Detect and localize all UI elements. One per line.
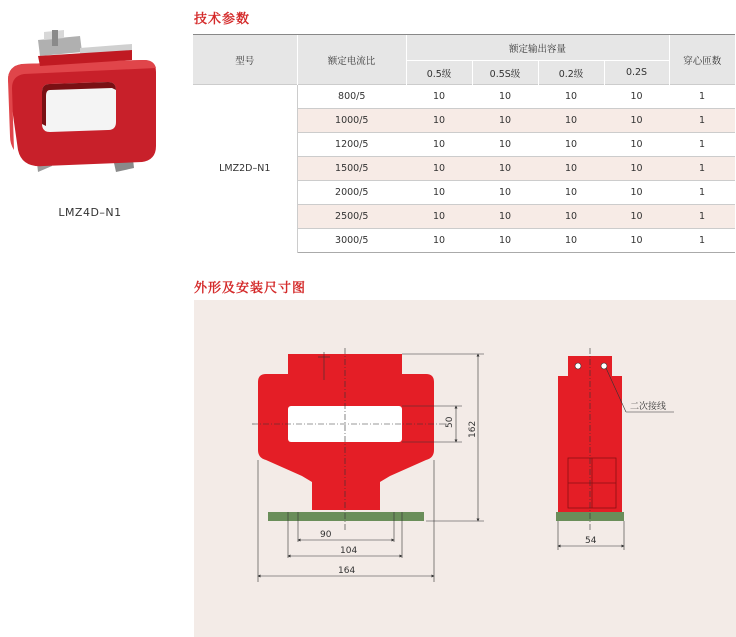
dim-label-162: 162 <box>468 420 478 438</box>
table-row <box>193 85 735 109</box>
dimension-drawing-panel <box>194 300 736 637</box>
value-cell: 10 <box>406 85 472 109</box>
side-view <box>556 348 674 550</box>
dim-label-164: 164 <box>338 566 356 576</box>
secondary-wiring-label: 二次接线 <box>630 402 667 412</box>
turns-cell: 1 <box>669 157 735 181</box>
turns-cell: 1 <box>669 85 735 109</box>
value-cell: 10 <box>538 157 604 181</box>
product-caption: LMZ4D–N1 <box>58 206 122 219</box>
value-cell: 10 <box>406 229 472 253</box>
ratio-cell: 2000/5 <box>297 181 406 205</box>
value-cell: 10 <box>472 85 538 109</box>
value-cell: 10 <box>406 109 472 133</box>
dim-label-54: 54 <box>585 536 597 546</box>
header-class-05: 0.5级 <box>406 61 472 85</box>
ratio-cell: 1200/5 <box>297 133 406 157</box>
turns-cell: 1 <box>669 133 735 157</box>
ratio-cell: 3000/5 <box>297 229 406 253</box>
value-cell: 10 <box>538 133 604 157</box>
header-output-capacity: 额定输出容量 <box>406 35 669 61</box>
value-cell: 10 <box>406 133 472 157</box>
header-model: 型号 <box>193 35 297 85</box>
turns-cell: 1 <box>669 181 735 205</box>
turns-cell: 1 <box>669 229 735 253</box>
value-cell: 10 <box>538 109 604 133</box>
turns-cell: 1 <box>669 205 735 229</box>
turns-cell: 1 <box>669 109 735 133</box>
model-cell: LMZ2D–N1 <box>193 85 297 253</box>
value-cell: 10 <box>472 181 538 205</box>
value-cell: 10 <box>472 229 538 253</box>
value-cell: 10 <box>472 205 538 229</box>
header-turns: 穿心匝数 <box>669 35 735 85</box>
value-cell: 10 <box>472 133 538 157</box>
terminal-hole-icon <box>575 363 581 369</box>
base-plate <box>268 512 424 521</box>
value-cell: 10 <box>604 133 669 157</box>
value-cell: 10 <box>604 205 669 229</box>
product-photo <box>4 26 174 196</box>
value-cell: 10 <box>538 181 604 205</box>
header-class-05s: 0.5S级 <box>472 61 538 85</box>
header-class-02: 0.2级 <box>538 61 604 85</box>
value-cell: 10 <box>472 157 538 181</box>
value-cell: 10 <box>406 181 472 205</box>
specs-title: 技术参数 <box>194 12 251 27</box>
dim-label-90: 90 <box>320 530 332 540</box>
value-cell: 10 <box>604 229 669 253</box>
dimension-drawing <box>194 300 736 637</box>
front-view <box>252 348 484 582</box>
value-cell: 10 <box>604 157 669 181</box>
dimensions-title: 外形及安装尺寸图 <box>194 281 307 296</box>
value-cell: 10 <box>538 85 604 109</box>
dim-label-104: 104 <box>340 546 358 556</box>
value-cell: 10 <box>406 157 472 181</box>
value-cell: 10 <box>604 85 669 109</box>
ratio-cell: 800/5 <box>297 85 406 109</box>
ratio-cell: 2500/5 <box>297 205 406 229</box>
header-class-02s: 0.2S <box>604 61 669 85</box>
ratio-cell: 1500/5 <box>297 157 406 181</box>
value-cell: 10 <box>538 229 604 253</box>
specs-table <box>193 34 735 253</box>
header-ratio: 额定电流比 <box>297 35 406 85</box>
value-cell: 10 <box>538 205 604 229</box>
ratio-cell: 1000/5 <box>297 109 406 133</box>
value-cell: 10 <box>406 205 472 229</box>
value-cell: 10 <box>604 109 669 133</box>
value-cell: 10 <box>604 181 669 205</box>
dim-label-50: 50 <box>445 416 455 428</box>
value-cell: 10 <box>472 109 538 133</box>
